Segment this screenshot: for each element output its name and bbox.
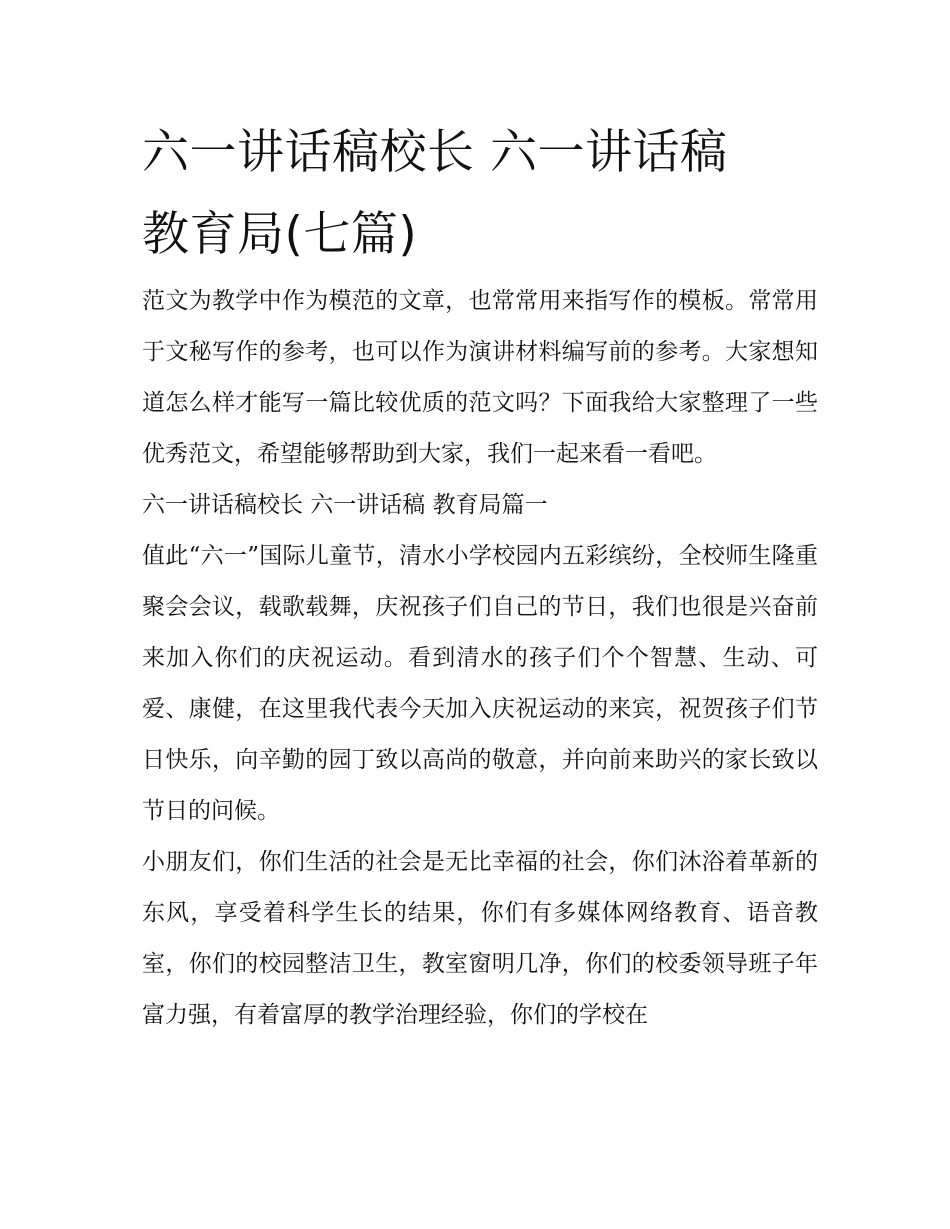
title-line-2: 教育局(七篇) xyxy=(142,207,418,262)
document-title xyxy=(142,112,818,276)
section-heading: 六一讲话稿校长 六一讲话稿 教育局篇一 xyxy=(142,492,548,518)
title-line-1: 六一讲话稿校长 六一讲话稿 xyxy=(142,125,728,180)
body-paragraph-2: 小朋友们，你们生活的社会是无比幸福的社会，你们沐浴着革新的东风，享受着科学生长的结果，你们有多媒体网络教育、语音教室，你们的校园整洁卫生，教室窗明几净，你们的校委领导班子年富力强，有着富厚的教学治理经验，你们的学校在 xyxy=(142,849,818,1028)
body-paragraph-1: 值此“六一”国际儿童节，清水小学校园内五彩缤纷，全校师生隆重聚会会议，载歌载舞，庆祝孩子们自己的节日，我们也很是兴奋前来加入你们的庆祝运动。看到清水的孩子们个个智慧、生动、可爱、康健，在这里我代表今天加入庆祝运动的来宾，祝贺孩子们节日快乐，向辛勤的园丁致以高尚的敬意，并向前来助兴的家长致以节日的问候。 xyxy=(142,543,818,824)
document-body xyxy=(142,112,818,1041)
intro-paragraph: 范文为教学中作为模范的文章，也常常用来指写作的模板。常常用于文秘写作的参考，也可以作为演讲材料编写前的参考。大家想知道怎么样才能写一篇比较优质的范文吗？下面我给大家整理了一些优秀范文，希望能够帮助到大家，我们一起来看一看吧。 xyxy=(142,288,818,467)
